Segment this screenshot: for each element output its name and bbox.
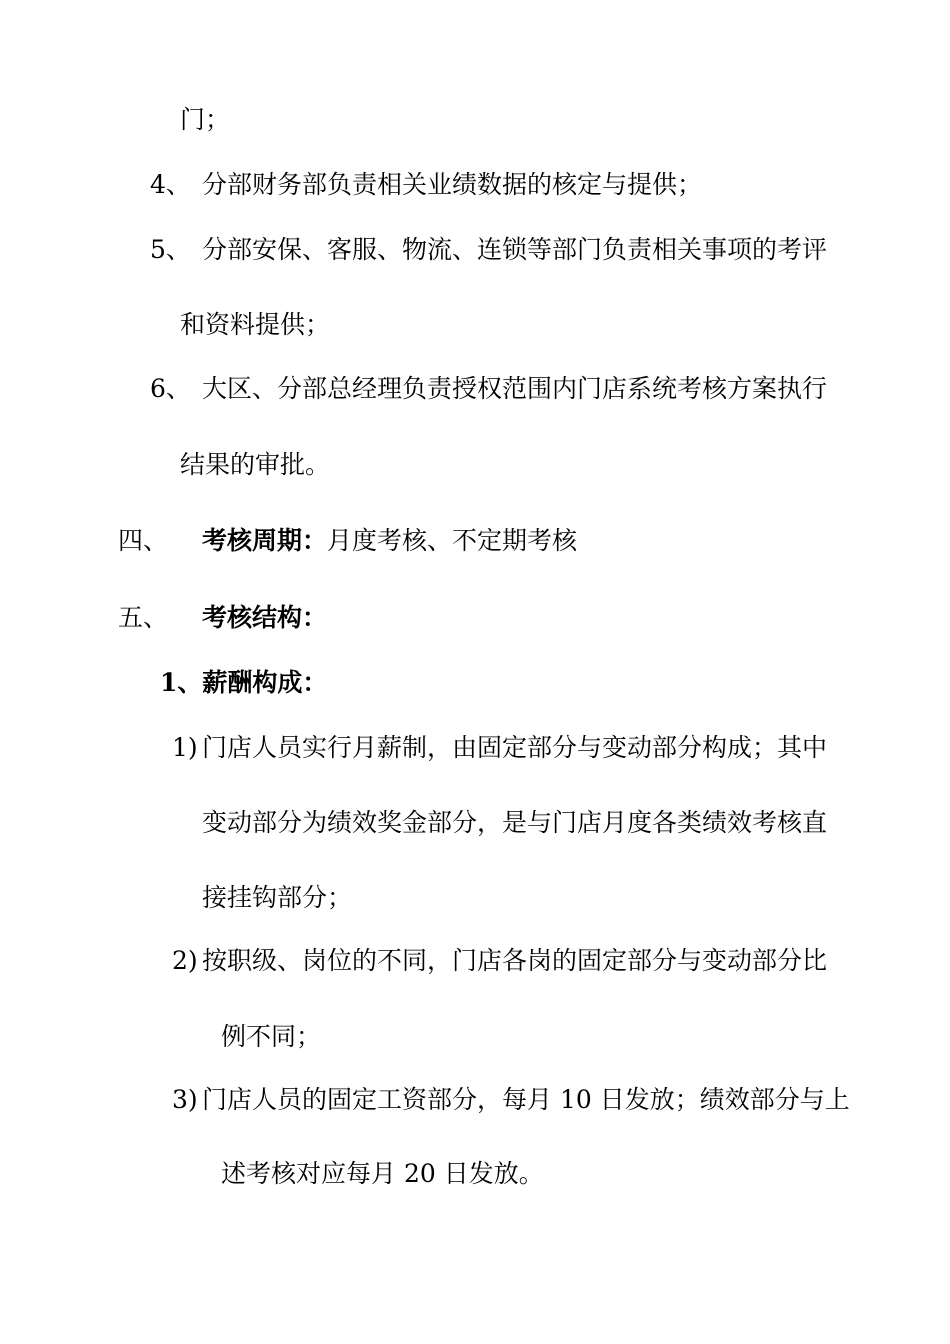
sub1-heading: 1、薪酬构成：: [160, 668, 328, 697]
p3-line2: 述考核对应每月 20 日发放。: [221, 1159, 544, 1188]
section4-text: 月度考核、不定期考核: [327, 526, 578, 555]
p2-number: 2): [172, 946, 198, 975]
p1-line1: 门店人员实行月薪制，由固定部分与变动部分构成；其中: [202, 733, 828, 762]
section4-label: 考核周期：: [202, 526, 328, 555]
p1-number: 1): [172, 733, 198, 762]
item4-text: 分部财务部负责相关业绩数据的核定与提供；: [202, 170, 703, 199]
item5-line1: 分部安保、客服、物流、连锁等部门负责相关事项的考评: [202, 235, 828, 264]
section4-line: [202, 526, 577, 556]
p3-line1: 门店人员的固定工资部分，每月 10 日发放；绩效部分与上: [202, 1085, 850, 1114]
p3-number: 3): [172, 1085, 198, 1114]
item5-line2: 和资料提供；: [180, 310, 331, 339]
p1-line2: 变动部分为绩效奖金部分，是与门店月度各类绩效考核直: [202, 808, 828, 837]
item6-number: 6、: [150, 374, 191, 403]
item5-number: 5、: [150, 235, 191, 264]
section5-label: 考核结构：: [202, 603, 328, 632]
p1-line3: 接挂钩部分；: [202, 883, 353, 912]
item6-line1: 大区、分部总经理负责授权范围内门店系统考核方案执行: [202, 374, 828, 403]
item3-continuation: 门；: [180, 105, 231, 134]
p2-line1: 按职级、岗位的不同，门店各岗的固定部分与变动部分比: [202, 946, 828, 975]
section4-number: 四、: [118, 526, 169, 555]
section5-number: 五、: [118, 603, 169, 632]
p2-line2: 例不同；: [221, 1022, 322, 1051]
item4-number: 4、: [150, 170, 191, 199]
item6-line2: 结果的审批。: [180, 450, 331, 479]
